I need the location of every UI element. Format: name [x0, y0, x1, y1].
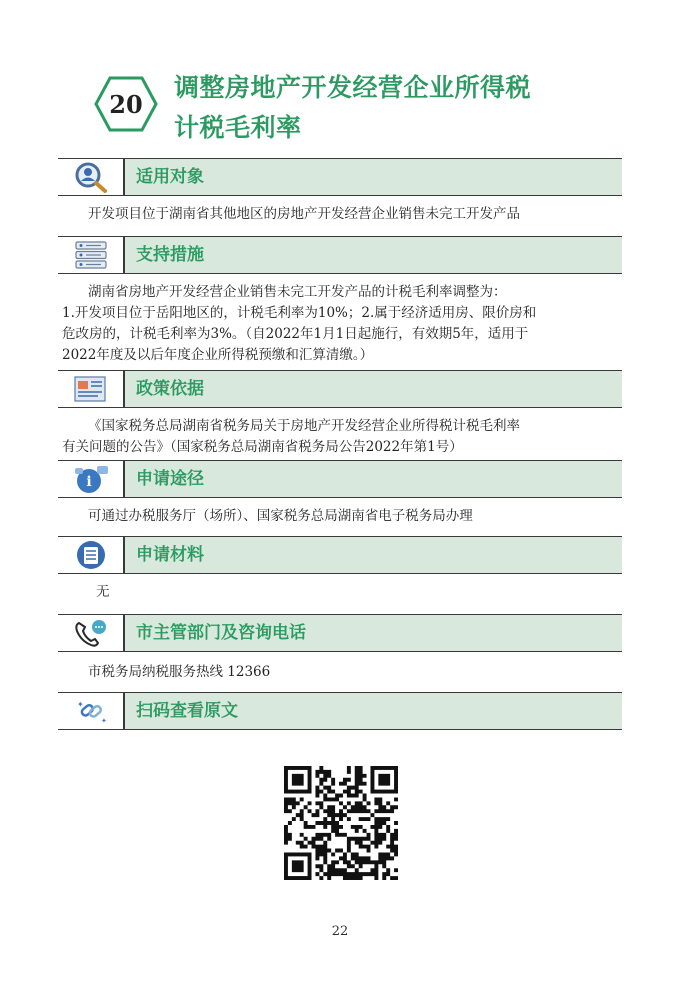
info-chat-icon: [58, 461, 125, 497]
section-label: 扫码查看原文: [136, 701, 238, 721]
section-body-application-materials: [96, 582, 626, 603]
body-line: 1.开发项目位于岳阳地区的，计税毛利率为10%；2.属于经济适用房、限价房和: [62, 305, 537, 321]
document-icon: [58, 371, 125, 407]
section-body-application-channel: [88, 506, 618, 527]
body-line: 无: [96, 584, 110, 600]
section-header-applicable-target: [58, 158, 622, 196]
link-icon: [58, 693, 125, 729]
chapter-title-block: [94, 62, 654, 152]
body-line: 可通过办税服务厅（场所）、国家税务总局湖南省电子税务局办理: [88, 508, 473, 524]
section-body-applicable-target: [88, 204, 618, 225]
phone-icon: [58, 615, 125, 651]
section-label: 适用对象: [136, 167, 204, 187]
body-line: 2022年度及以后年度企业所得税预缴和汇算清缴。）: [62, 347, 374, 363]
body-line: 市税务局纳税服务热线 12366: [88, 664, 271, 680]
section-label: 申请材料: [136, 545, 204, 565]
section-label: 支持措施: [136, 245, 204, 265]
magnifier-person-icon: [58, 159, 125, 195]
section-label: 申请途径: [136, 469, 204, 489]
section-header-application-materials: [58, 536, 622, 574]
qr-code[interactable]: [284, 766, 398, 880]
section-header-policy-basis: [58, 370, 622, 408]
server-list-icon: [58, 237, 125, 273]
svg-text:i: i: [85, 474, 92, 490]
section-body-contact-phone: [88, 662, 618, 683]
qr-finder-pattern: [286, 768, 310, 792]
page-number: 22: [331, 924, 349, 939]
section-body-policy-basis: [62, 416, 618, 458]
svg-text:✦: ✦: [100, 717, 107, 725]
chapter-number: 20: [109, 89, 143, 119]
body-line: 《国家税务总局湖南省税务局关于房地产开发经营企业所得税计税毛利率: [88, 418, 520, 434]
list-icon: [58, 537, 125, 573]
section-header-support-measures: [58, 236, 622, 274]
page-title-line-2: 计税毛利率: [174, 113, 302, 142]
section-header-contact-phone: [58, 614, 622, 652]
section-label: 政策依据: [136, 379, 204, 399]
section-label: 市主管部门及咨询电话: [136, 623, 306, 643]
section-header-scan-qr: [58, 692, 622, 730]
section-body-support-measures: [62, 282, 618, 366]
body-line: 湖南省房地产开发经营企业销售未完工开发产品的计税毛利率调整为：: [88, 284, 507, 300]
body-line: 危改房的，计税毛利率为3%。（自2022年1月1日起施行，有效期5年，适用于: [62, 326, 529, 342]
qr-finder-pattern: [372, 768, 396, 792]
svg-text:✦: ✦: [76, 700, 84, 709]
page-title-line-1: 调整房地产开发经营企业所得税: [174, 73, 532, 102]
section-header-application-channel: [58, 460, 622, 498]
qr-finder-pattern: [286, 854, 310, 878]
body-line: 有关问题的公告》（国家税务总局湖南省税务局公告2022年第1号）: [62, 439, 463, 455]
body-line: 开发项目位于湖南省其他地区的房地产开发经营企业销售未完工开发产品: [88, 206, 520, 222]
